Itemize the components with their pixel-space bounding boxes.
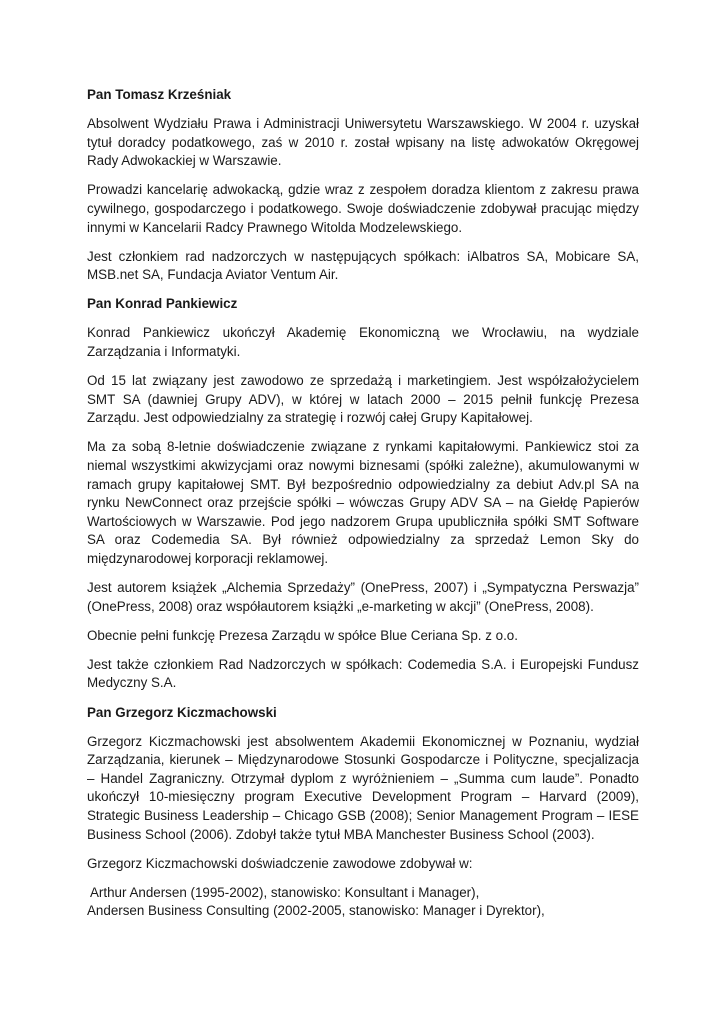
paragraph: Absolwent Wydziału Prawa i Administracji Uniwersytetu Warszawskiego. W 2004 r. uzyskał tytuł doradcy podatkowego, zaś w 2010 r. został wpisany na listę adwokatów Okręgowej Rady Adwokackiej w Warszawie. (87, 116, 639, 169)
paragraph: Od 15 lat związany jest zawodowo ze sprzedażą i marketingiem. Jest współzałożycielem SMT SA (dawniej Grupy ADV), w której w latach 2000 – 2015 pełnił funkcję Prezesa Zarządu. Jest odpowiedzialny za strategię i rozwój całej Grupy Kapitałowej. (87, 373, 639, 426)
paragraph: Jest autorem książek „Alchemia Sprzedaży” (OnePress, 2007) i „Sympatyczna Perswazja” (OnePress, 2008) oraz współautorem książki „e-marketing w akcji” (OnePress, 2008). (87, 580, 639, 614)
section-heading-pankiewicz: Pan Konrad Pankiewicz (87, 296, 238, 312)
paragraph: Grzegorz Kiczmachowski jest absolwentem Akademii Ekonomicznej w Poznaniu, wydział Zarządzania, kierunek – Międzynarodowe Stosunki Gospodarcze i Polityczne, specjalizacja – Handel Zagraniczny. Otrzymał dyplom z wyróżnieniem – „Summa cum laude”. Ponadto ukończył 10-miesięczny program Executive Development Program – Harvard (2009), Strategic Business Leadership – Chicago GSB (2008); Senior Management Program – IESE Business School (2006). Zdobył także tytuł MBA Manchester Business School (2003). (87, 733, 639, 842)
paragraph: Prowadzi kancelarię adwokacką, gdzie wraz z zespołem doradza klientom z zakresu prawa cywilnego, gospodarczego i podatkowego. Swoje doświadczenie zdobywał pracując między innymi w Kancelarii Radcy Prawnego Witolda Modzelewskiego. (87, 182, 639, 235)
paragraph: Grzegorz Kiczmachowski doświadczenie zawodowe zdobywał w: (87, 855, 473, 871)
paragraph: Obecnie pełni funkcję Prezesa Zarządu w spółce Blue Ceriana Sp. z o.o. (87, 627, 518, 643)
section-heading-krzesniak: Pan Tomasz Krześniak (87, 87, 232, 102)
paragraph: Ma za sobą 8-letnie doświadczenie związane z rynkami kapitałowymi. Pankiewicz stoi za niemal wszystkimi akwizycjami oraz nowymi biznesami (spółki zależne), akumulowanymi w ramach grupy kapitałowej SMT. Był bezpośrednio odpowiedzialny za debiut Adv.pl SA na rynku NewConnect oraz przejście spółki – wówczas Grupy ADV SA – na Giełdę Papierów Wartościowych w Warszawie. Pod jego nadzorem Grupa upubliczniła spółki SMT Software SA oraz Codemedia SA. Był również odpowiedzialny za sprzedaż Lemon Sky do międzynarodowej korporacji reklamowej. (87, 439, 639, 566)
section-heading-kiczmachowski: Pan Grzegorz Kiczmachowski (87, 704, 277, 720)
experience-line: Andersen Business Consulting (2002-2005, stanowisko: Manager i Dyrektor), (87, 903, 545, 919)
experience-line: Arthur Andersen (1995-2002), stanowisko: Konsultant i Manager), (90, 884, 480, 900)
paragraph: Konrad Pankiewicz ukończył Akademię Ekonomiczną we Wrocławiu, na wydziale Zarządzania i Informatyki. (87, 325, 639, 360)
document-page (87, 86, 639, 921)
paragraph: Jest członkiem rad nadzorczych w następujących spółkach: iAlbatros SA, Mobicare SA, MSB.net SA, Fundacja Aviator Ventum Air. (87, 248, 639, 283)
paragraph: Jest także członkiem Rad Nadzorczych w spółkach: Codemedia S.A. i Europejski Fundusz Medyczny S.A. (87, 656, 639, 691)
